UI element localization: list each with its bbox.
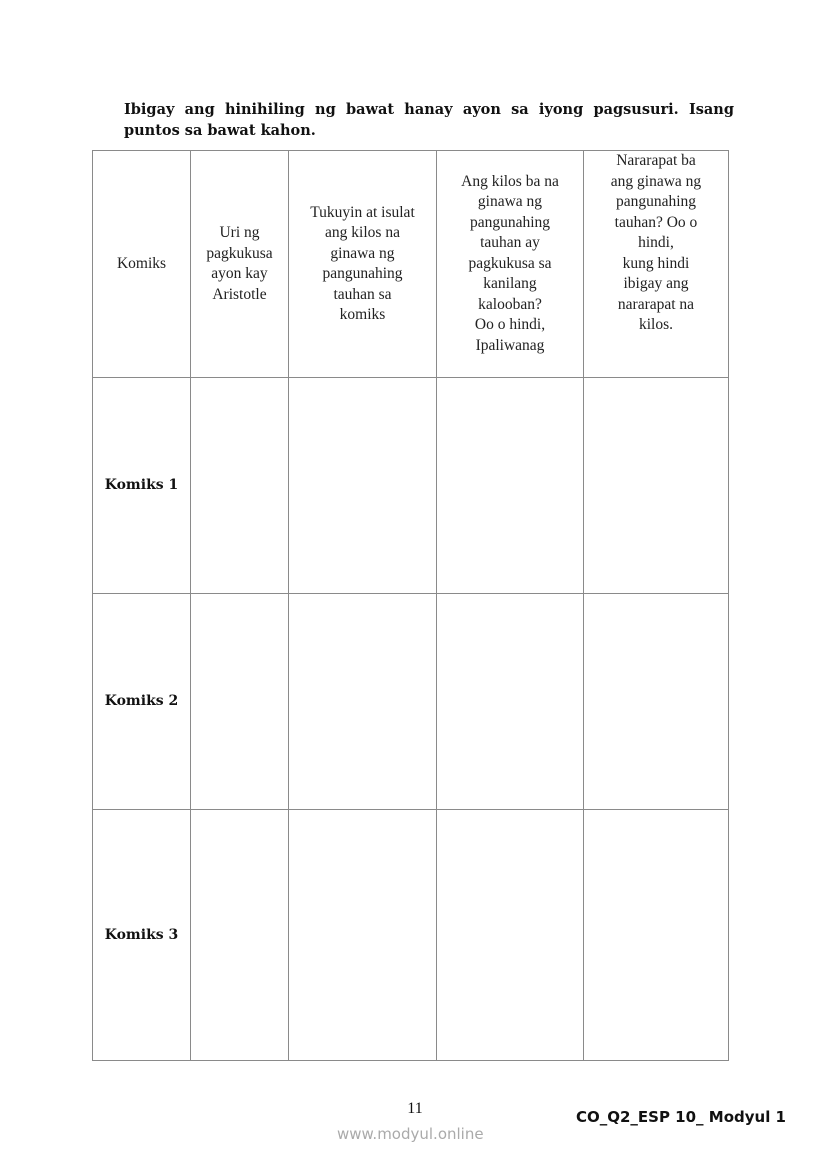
row-label-komiks-1: Komiks 1 — [104, 477, 179, 494]
row-label-komiks-3: Komiks 3 — [104, 926, 179, 943]
answer-cell[interactable] — [289, 378, 436, 593]
answer-cell[interactable] — [584, 594, 728, 809]
answer-cell[interactable] — [584, 810, 728, 1060]
table-border — [92, 1060, 729, 1061]
page-number: 11 — [407, 1100, 423, 1117]
header-kilos: Tukuyin at isulat ang kilos na ginawa ng pangunahing tauhan sa komiks — [310, 203, 415, 323]
worksheet-table — [92, 150, 728, 1061]
module-code: CO_Q2_ESP 10_ Modyul 1 — [575, 1108, 786, 1126]
answer-cell[interactable] — [437, 378, 583, 593]
header-nararapat: Nararapat ba ang ginawa ng pangunahing tauhan? Oo o hindi, kung hindi ibigay ang nararapat na kilos. — [610, 152, 702, 333]
watermark: www.modyul.online — [337, 1125, 484, 1143]
header-komiks: Komiks — [116, 254, 167, 272]
answer-cell[interactable] — [191, 594, 288, 809]
answer-cell[interactable] — [437, 810, 583, 1060]
table-border — [728, 150, 729, 1061]
answer-cell[interactable] — [191, 810, 288, 1060]
answer-cell[interactable] — [437, 594, 583, 809]
header-pagkukusa-kalooban: Ang kilos ba na ginawa ng pangunahing tauhan ay pagkukusa sa kanilang kalooban? Oo o hindi, Ipaliwanag — [461, 172, 559, 354]
header-uri-ng-pagkukusa: Uri ng pagkukusa ayon kay Aristotle — [206, 224, 273, 303]
answer-cell[interactable] — [289, 810, 436, 1060]
row-label-komiks-2: Komiks 2 — [104, 693, 179, 710]
answer-cell[interactable] — [584, 378, 728, 593]
answer-cell[interactable] — [289, 594, 436, 809]
instruction-text: Ibigay ang hinihiling ng bawat hanay ayon sa iyong pagsusuri. Isang puntos sa bawat kahon. — [124, 101, 734, 139]
answer-cell[interactable] — [191, 378, 288, 593]
